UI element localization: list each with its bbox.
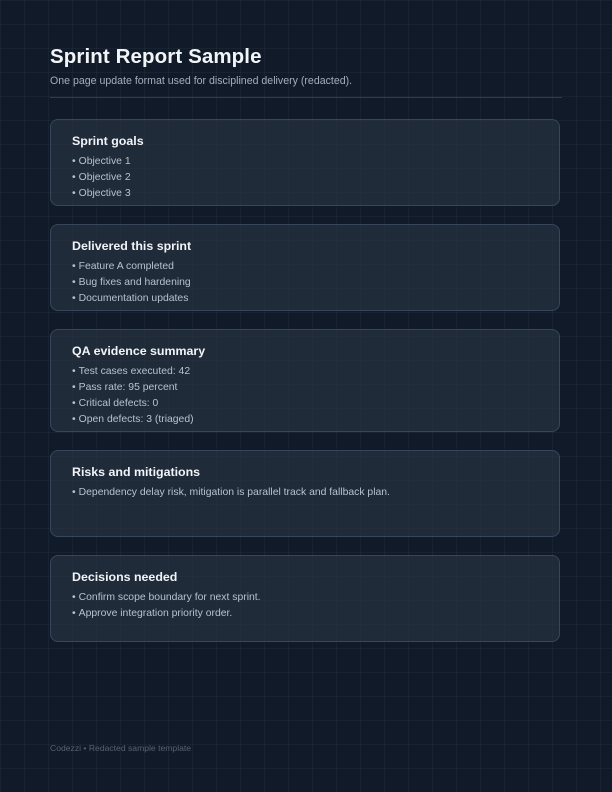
list-item: • Objective 1 (72, 154, 538, 170)
list-item: • Confirm scope boundary for next sprint. (72, 590, 538, 606)
list-item: • Critical defects: 0 (72, 396, 538, 412)
sprint-goals-list (72, 154, 538, 202)
delivered-card (50, 224, 560, 311)
list-item: • Bug fixes and hardening (72, 275, 538, 291)
delivered-list (72, 259, 538, 307)
page-title: Sprint Report Sample (50, 45, 262, 68)
decisions-heading: Decisions needed (72, 570, 178, 584)
sprint-goals-card (50, 119, 560, 206)
risks-list (72, 485, 538, 501)
page-footer: Codezzi • Redacted sample template (50, 743, 192, 753)
list-item: • Approve integration priority order. (72, 606, 538, 622)
qa-evidence-list (72, 364, 538, 428)
header-divider (50, 97, 562, 98)
risks-heading: Risks and mitigations (72, 465, 201, 479)
list-item: • Open defects: 3 (triaged) (72, 412, 538, 428)
risks-card (50, 450, 560, 537)
report-page (50, 0, 562, 792)
list-item: • Dependency delay risk, mitigation is parallel track and fallback plan. (72, 485, 538, 501)
decisions-list (72, 590, 538, 622)
list-item: • Feature A completed (72, 259, 538, 275)
qa-evidence-heading: QA evidence summary (72, 344, 206, 358)
list-item: • Objective 2 (72, 170, 538, 186)
list-item: • Objective 3 (72, 186, 538, 202)
sprint-goals-heading: Sprint goals (72, 134, 144, 148)
page-subtitle: One page update format used for disciplined delivery (redacted). (50, 75, 353, 87)
decisions-card (50, 555, 560, 642)
list-item: • Test cases executed: 42 (72, 364, 538, 380)
qa-evidence-card (50, 329, 560, 432)
list-item: • Documentation updates (72, 291, 538, 307)
delivered-heading: Delivered this sprint (72, 239, 192, 253)
list-item: • Pass rate: 95 percent (72, 380, 538, 396)
